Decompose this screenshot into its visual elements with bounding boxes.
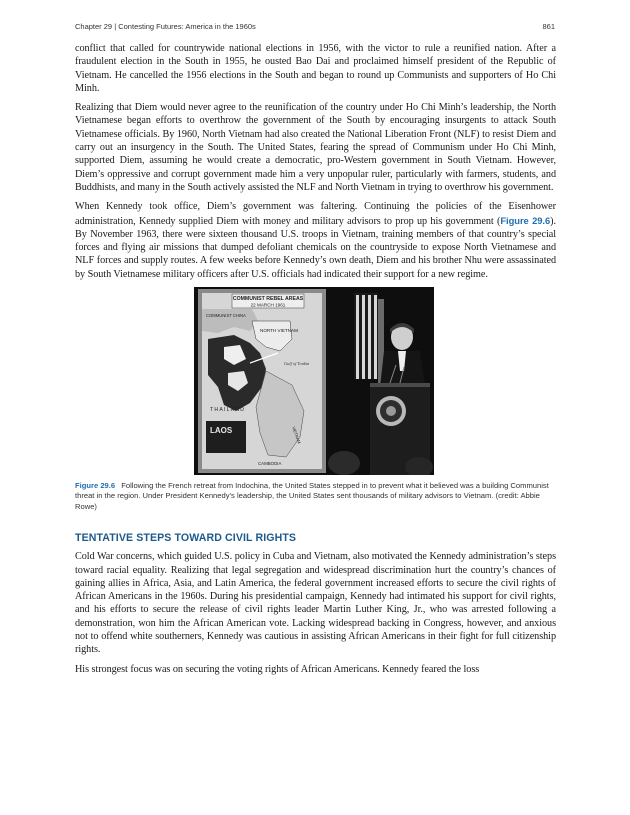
page-body	[75, 42, 556, 682]
figure-number: Figure 29.6	[75, 481, 116, 491]
running-header	[75, 22, 555, 34]
map-label-laos: LAOS	[210, 426, 233, 436]
chapter-title: Chapter 29 | Contesting Futures: America in the 1960s	[75, 22, 256, 31]
figure-photo-kennedy-press-conference	[194, 287, 434, 475]
map-label-north-vietnam: NORTH VIETNAM	[260, 328, 298, 334]
paragraph-diem-election: conflict that called for countrywide national elections in 1956, with the victor to rule a reunified nation. After a fraudulent election in the South in 1955, he ousted Bao Dai and proclaimed himself president of the Republic of Vietnam. He cancelled the 1956 elections in the South and began to round up Communists and supporters of Ho Chi Minh.	[75, 43, 556, 94]
photo-illustration	[194, 287, 434, 475]
map-title-line2: 22 MARCH 1961	[250, 302, 286, 308]
map-label-cambodia: CAMBODIA	[258, 461, 282, 467]
paragraph-north-vietnam: Realizing that Diem would never agree to the reunification of the country under Ho Chi Minh’s leadership, the North Vietnamese began efforts to overthrow the government of the South by encouraging insurgents to attack South Vietnamese officials. By 1960, North Vietnam had also created the National Liberation Front (NLF) to resist Diem and carry out an insurgency in the South. The United States, fearing the spread of Communism under Ho Chi Minh, supported Diem, assuming he would create a democratic, pro-Western government in South Vietnam. However, Diem’s oppressive and corrupt government made him a very unpopular ruler, particularly with farmers, students, and Buddhists, and many in the South actively assisted the NLF and North Vietnam in trying to overthrow his government.	[75, 102, 556, 193]
map-label-thailand: THAILAND	[210, 407, 246, 414]
paragraph-voting-rights: His strongest focus was on securing the voting rights of African Americans. Kennedy feared the loss	[75, 663, 480, 675]
section-heading: TENTATIVE STEPS TOWARD CIVIL RIGHTS	[75, 532, 297, 545]
figure-caption-text: Following the French retreat from Indochina, the United States stepped in to prevent what it believed was a building Communist threat in the region. Under President Kennedy’s leadership, the United States sent thousands of military advisors to Vietnam. (credit: Abbie Rowe)	[75, 481, 549, 511]
map-label-vietnam: VIETNAM	[291, 425, 302, 445]
figure-reference-link[interactable]: Figure 29.6	[500, 214, 551, 226]
kennedy-text-after: ). By November 1963, there were sixteen thousand U.S. troops in Vietnam, training members of that country’s special forces and flying air missions that dumped defoliant chemicals on the countryside to expose North Vietnamese and NLF forces and supply routes. A few weeks before Kennedy’s own death, Diem and his brother Nhu were assassinated by South Vietnamese military officers after U.S. officials had indicated their support for a new regime.	[75, 215, 556, 280]
map-title-line1: COMMUNIST REBEL AREAS	[232, 296, 304, 303]
figure-caption	[75, 481, 556, 512]
map-label-gulf: Gulf of Tonkin	[284, 361, 310, 367]
paragraph-kennedy-diem	[75, 200, 556, 281]
kennedy-text-before: When Kennedy took office, Diem’s government was faltering. Continuing the policies of the Eisenhower administration, Kennedy supplied Diem with money and military advisors to prop up his government (	[75, 201, 556, 227]
page-number: 861	[542, 22, 555, 31]
map-label-china: COMMUNIST CHINA	[206, 313, 246, 319]
paragraph-civil-rights: Cold War concerns, which guided U.S. policy in Cuba and Vietnam, also motivated the Kennedy administration’s steps toward racial equality. Realizing that legal segregation and widespread discrimination hurt the country’s chances of gaining allies in Africa, Asia, and Latin America, the federal government increased efforts to secure the civil rights of African Americans in the 1960s. During his presidential campaign, Kennedy had intimated his support for civil rights, and his efforts to secure the release of civil rights leader Martin Luther King, Jr., who was arrested following a demonstration, won him the African American vote. Lacking widespread backing in Congress, however, and anxious not to offend white southerners, Kennedy was cautious in assisting African Americans in their fight for full citizenship rights.	[75, 551, 556, 656]
